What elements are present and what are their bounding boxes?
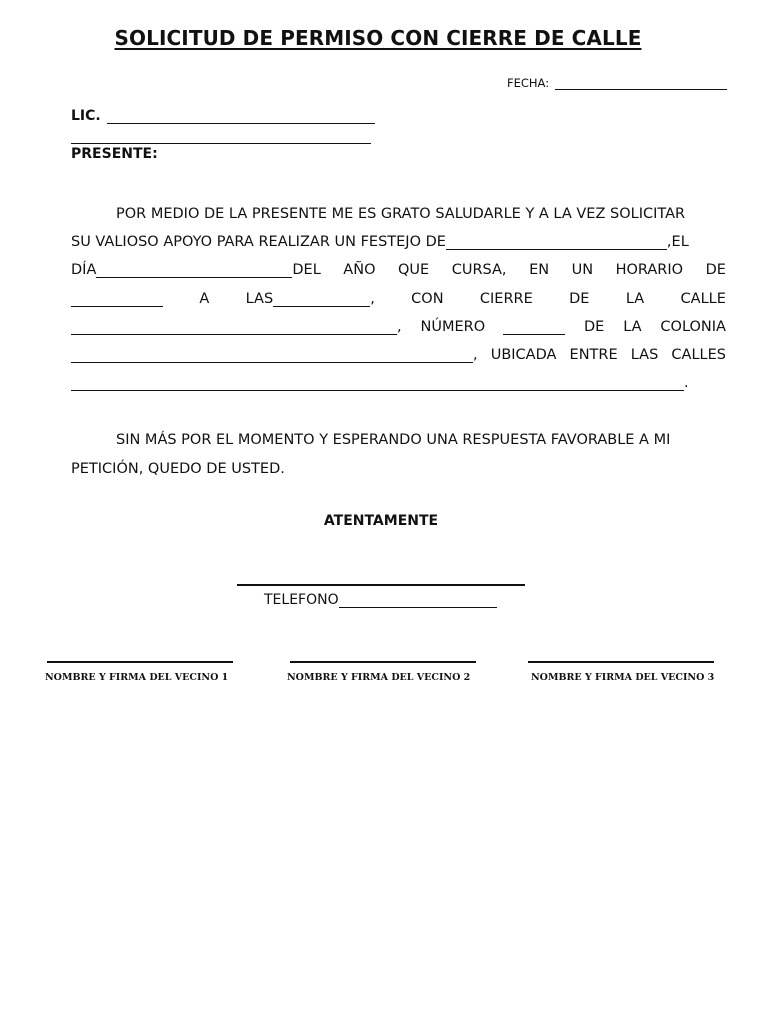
text: SIN MÁS POR EL MOMENTO Y ESPERANDO UNA RESPUESTA FAVORABLE A MI xyxy=(116,432,671,448)
telefono-field xyxy=(264,592,497,608)
telefono-label: TELEFONO xyxy=(264,592,339,608)
recipient-second-line xyxy=(71,143,371,144)
text: ENTRE xyxy=(569,347,618,363)
presente-label: PRESENTE: xyxy=(71,146,158,162)
text: POR MEDIO DE LA PRESENTE ME ES GRATO SALUDARLE Y A LA VEZ SOLICITAR xyxy=(116,206,686,222)
paragraph1-line5 xyxy=(71,315,726,335)
text: DE xyxy=(705,262,726,278)
text: CALLES xyxy=(671,347,726,363)
text: LAS xyxy=(630,347,659,363)
document-title: SOLICITUD DE PERMISO CON CIERRE DE CALLE xyxy=(114,26,642,50)
vecino3-signature-line xyxy=(528,661,714,663)
vecino3-label: NOMBRE Y FIRMA DEL VECINO 3 xyxy=(531,672,715,683)
recipient-name-blank xyxy=(107,109,375,124)
text: QUE xyxy=(398,262,430,278)
text: CALLE xyxy=(680,291,726,307)
text: DÍA xyxy=(71,262,97,278)
paragraph2-line1 xyxy=(71,428,726,448)
text: DE xyxy=(569,291,590,307)
text: NÚMERO xyxy=(420,319,486,335)
text: CIERRE xyxy=(479,291,533,307)
date-blank xyxy=(555,77,727,90)
closing-atentamente: ATENTAMENTE xyxy=(323,513,439,529)
text: PETICIÓN, QUEDO DE USTED. xyxy=(71,461,285,477)
vecino2-signature-line xyxy=(290,661,476,663)
hora-fin-blank xyxy=(273,292,370,307)
text: UN xyxy=(571,262,594,278)
paragraph1-line6 xyxy=(71,343,726,363)
text: CON xyxy=(411,291,444,307)
text: LAS xyxy=(245,291,274,307)
text: CURSA, xyxy=(451,262,507,278)
text: . xyxy=(684,375,689,391)
lic-label: LIC. xyxy=(71,108,101,124)
text: DEL xyxy=(292,262,321,278)
vecino1-label: NOMBRE Y FIRMA DEL VECINO 1 xyxy=(45,672,229,683)
date-label: FECHA: xyxy=(507,76,550,90)
text: A xyxy=(199,291,210,307)
text: EN xyxy=(529,262,550,278)
text: , xyxy=(370,291,375,307)
hora-inicio-blank xyxy=(71,292,163,307)
calle-blank xyxy=(71,320,397,335)
text: AÑO xyxy=(343,262,376,278)
paragraph1-line1 xyxy=(71,202,726,222)
paragraph1-line4 xyxy=(71,287,726,307)
vecino1-signature-line xyxy=(47,661,233,663)
text: COLONIA xyxy=(660,319,726,335)
text: DE xyxy=(583,319,605,335)
dia-blank xyxy=(96,263,292,278)
paragraph1-line2 xyxy=(71,230,726,250)
text: HORARIO xyxy=(615,262,684,278)
paragraph1-line7 xyxy=(71,371,726,391)
recipient-field xyxy=(71,108,375,124)
entre-calles-blank xyxy=(71,376,684,391)
colonia-blank xyxy=(71,348,473,363)
telefono-blank xyxy=(339,593,497,608)
vecino2-label: NOMBRE Y FIRMA DEL VECINO 2 xyxy=(287,672,471,683)
text: LA xyxy=(625,291,645,307)
festejo-blank xyxy=(446,235,667,250)
paragraph1-line3 xyxy=(71,258,726,278)
text: , xyxy=(473,347,478,363)
paragraph2-line2 xyxy=(71,457,726,477)
text: LA xyxy=(623,319,642,335)
text: , xyxy=(397,319,402,335)
text: ,EL xyxy=(666,234,689,250)
text: UBICADA xyxy=(490,347,557,363)
text: SU VALIOSO APOYO PARA REALIZAR UN FESTEJO DE xyxy=(71,234,446,250)
date-field xyxy=(507,76,727,90)
signature-line xyxy=(237,584,525,586)
numero-blank xyxy=(503,320,565,335)
